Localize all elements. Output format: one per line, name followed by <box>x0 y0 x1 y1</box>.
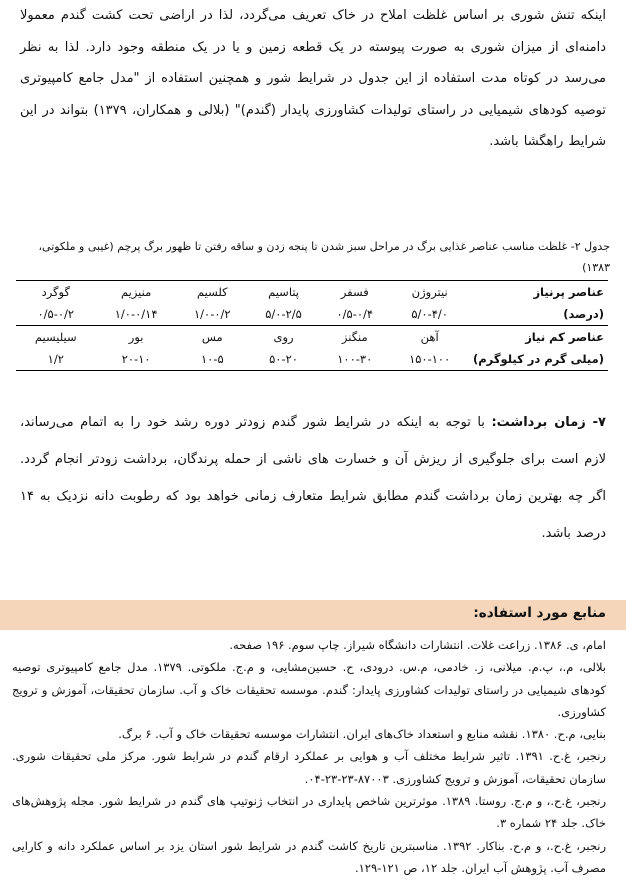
value-nitrogen: ۵/۰-۴/۰ <box>411 307 448 321</box>
body-paragraph-harvest <box>20 404 606 552</box>
table-row-micro-values <box>16 348 608 371</box>
header-zinc: روی <box>248 326 319 349</box>
reference-item: رنجبر، غ.ح.، و م.ج. روستا. ۱۳۸۹. موثرترین شاخص پایداری در انتخاب ژنوتیپ های گندم در شرایط شور. مجله پژوهش‌های خاک. جلد ۲۴ شماره ۳. <box>12 794 606 831</box>
value-phosphorus: ۰/۵-۰/۴ <box>336 307 374 321</box>
header-magnesium: منیزیم <box>96 281 177 304</box>
header-iron: آهن <box>390 326 469 349</box>
micro-unit: (میلی گرم در کیلوگرم) <box>469 348 608 371</box>
references-heading-bar <box>0 600 626 630</box>
reference-item: رنجبر، غ.ح. ۱۳۹۱. تاثیر شرایط مختلف آب و هوایی بر عملکرد ارقام گندم در شرایط شور. مرکز ملی تحقیقات شوری. سازمان تحقیقات، آموزش و ترویج کشاورزی. ۸۷۰۰۳-۲۳-۲۳-۰۴. <box>12 749 606 786</box>
micro-label: عناصر کم نیاز <box>469 326 608 349</box>
value-zinc: ۵۰-۲۰ <box>248 348 319 371</box>
value-copper: ۱۰-۵ <box>177 348 248 371</box>
value-calcium: ۱/۰-۰/۲ <box>194 307 231 321</box>
value-boron: ۲۰-۱۰ <box>96 348 177 371</box>
value-magnesium: ۱/۰-۰/۱۴ <box>114 307 158 321</box>
header-nitrogen: نیتروژن <box>390 281 469 304</box>
macro-label: عناصر پرنیاز <box>469 281 608 304</box>
value-silicon: ۱/۲ <box>16 348 96 371</box>
header-sulfur: گوگرد <box>16 281 96 304</box>
header-potassium: پتاسیم <box>248 281 319 304</box>
header-boron: بور <box>96 326 177 349</box>
value-sulfur: ۰/۵-۰/۲ <box>37 307 75 321</box>
references-heading: منابع مورد استفاده: <box>473 605 606 621</box>
reference-item: امام، ی. ۱۳۸۶. زراعت غلات. انتشارات دانشگاه شیراز. چاپ سوم. ۱۹۶ صفحه. <box>229 638 606 652</box>
value-potassium: ۵/۰-۲/۵ <box>265 307 302 321</box>
table-row-micro-headers <box>16 326 608 349</box>
value-manganese: ۱۰۰-۳۰ <box>319 348 390 371</box>
harvest-heading: ۷- زمان برداشت: <box>491 415 606 430</box>
table-row-macro-values <box>16 303 608 326</box>
macro-unit: (درصد) <box>563 307 604 321</box>
header-manganese: منگنز <box>319 326 390 349</box>
harvest-text: با توجه به اینکه در شرایط شور گندم زودتر دوره رشد خود را به اتمام می‌رساند، لازم است برای جلوگیری از ریزش آن و خسارت های ناشی از حمله پرندگان، برداشت زودتر انجام گردد. اگر چه بهترین زمان برداشت گندم مطابق شرایط متعارف زمانی خواهد بود که رطوبت دانه نزدیک به ۱۴ درصد باشد. <box>20 415 606 541</box>
reference-item: بلالی، م.، پ.م. میلانی، ز. خادمی، م.س. درودی، ح. حسین‌مشایی، و م.ج. ملکوتی. ۱۳۷۹. مدل جامع کامپیوتری توصیه کودهای شیمیایی در راستای تولیدات کشاورزی پایدار: گندم. موسسه تحقیقات خاک و آب. سازمان تحقیقات، آموزش و ترویج کشاورزی. <box>12 660 607 719</box>
references-list <box>12 634 606 879</box>
value-iron: ۱۵۰-۱۰۰ <box>390 348 469 371</box>
reference-item: رنجبر، غ.ح.، و م.ح. بناکار. ۱۳۹۲. مناسبترین تاریخ کاشت گندم در شرایط شور استان یزد بر اساس عملکرد دانه و کارایی مصرف آب. پژوهش آب ایران. جلد ۱۲، ص ۱۲۱-۱۲۹. <box>12 838 606 875</box>
body-paragraph-salinity: اینکه تنش شوری بر اساس غلظت املاح در خاک تعریف می‌گردد، لذا در اراضی تحت کشت گندم معمولا دامنه‌ای از میزان شوری به صورت پیوسته در یک قطعه زمین و یا در یک منطقه وجود دارد. لذا به نظر می‌رسد در کوتاه مدت استفاده از این جدول در شرایط شور و همچنین استفاده از "مدل جامع کامپیوتری توصیه کودهای شیمیایی در راستای تولیدات کشاورزی پایدار (گندم)" (بلالی و همکاران، ۱۳۷۹) بتواند در این شرایط راهگشا باشد. <box>20 8 606 149</box>
nutrient-table <box>16 280 608 371</box>
table-row-macro-headers <box>16 281 608 304</box>
reference-item: بنایی، م.ح. ۱۳۸۰. نقشه منابع و استعداد خاک‌های ایران. انتشارات موسسه تحقیقات خاک و آب. ۶ برگ. <box>118 727 606 742</box>
table-caption: جدول ۲- غلظت مناسب عناصر غذایی برگ در مراحل سبز شدن تا پنجه زدن و ساقه رفتن تا ظهور برگ پرچم (غیبی و ملکوتی، ۱۳۸۳) <box>38 240 610 274</box>
header-phosphorus: فسفر <box>319 281 390 304</box>
header-calcium: کلسیم <box>177 281 248 304</box>
header-silicon: سیلیسیم <box>16 326 96 349</box>
header-copper: مس <box>177 326 248 349</box>
